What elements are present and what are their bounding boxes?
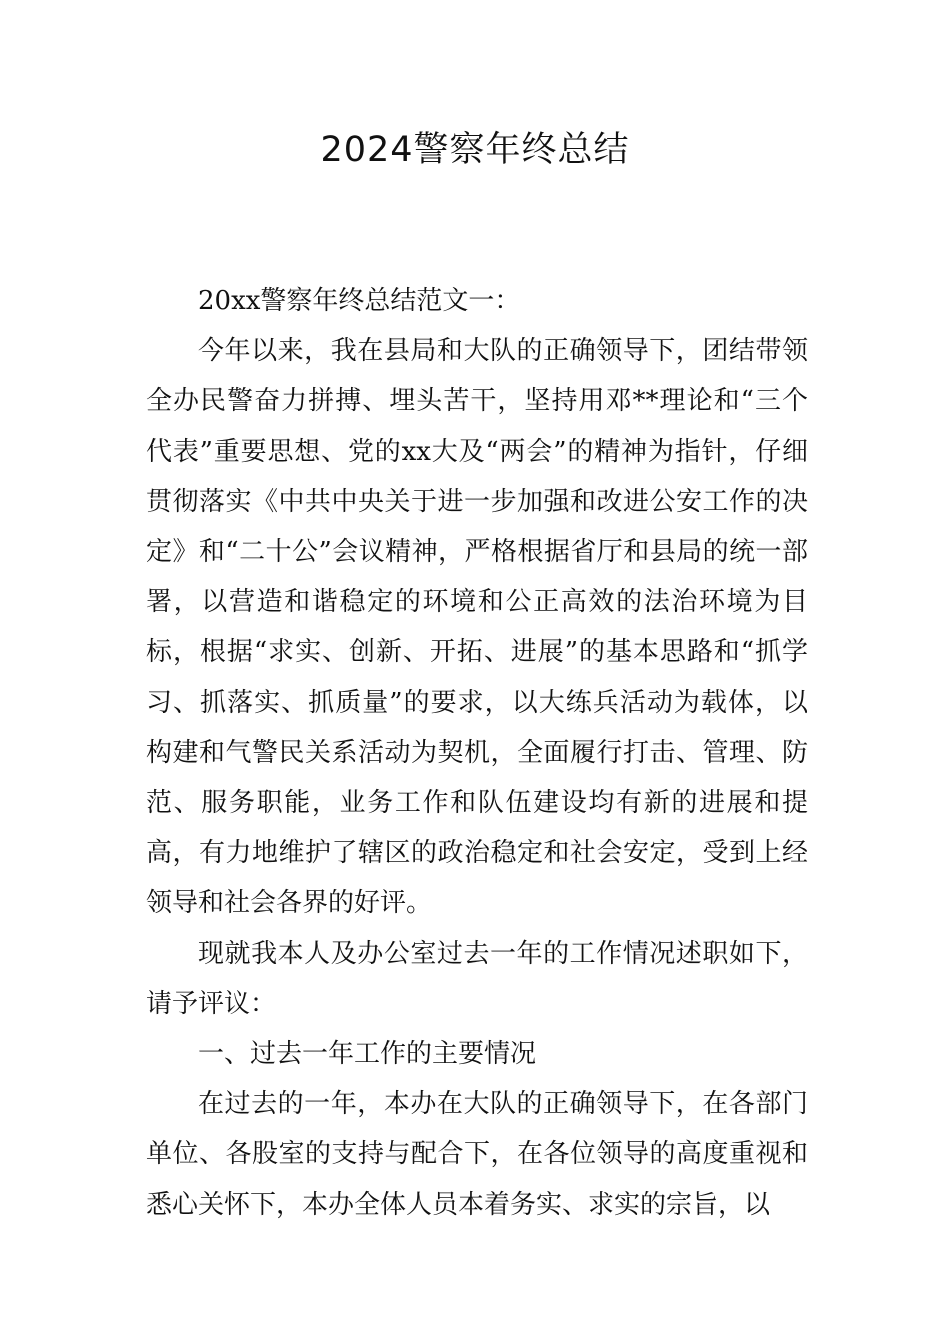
section-heading-one: 一、过去一年工作的主要情况	[198, 1039, 537, 1070]
paragraph-heading-sample: 20xx警察年终总结范文一：	[198, 286, 521, 316]
paragraph-section-one: 在过去的一年，本办在大队的正确领导下，在各部门单位、各股室的支持与配合下，在各位领导的高度重视和悉心关怀下，本办全体人员本着务实、求实的宗旨，以	[146, 1089, 808, 1220]
document-body	[146, 276, 808, 1230]
paragraph-report-statement: 现就我本人及办公室过去一年的工作情况述职如下，请予评议：	[146, 938, 808, 1019]
paragraph-intro: 今年以来，我在县局和大队的正确领导下，团结带领全办民警奋力拼搏、埋头苦干，坚持用邓**理论和“三个代表”重要思想、党的xx大及“两会”的精神为指针，仔细贯彻落实《中共中央关于进一步加强和改进公安工作的决定》和“二十公”会议精神，严格根据省厅和县局的统一部署，以营造和谐稳定的环境和公正高效的法治环境为目标，根据“求实、创新、开拓、进展”的基本思路和“抓学习、抓落实、抓质量”的要求，以大练兵活动为载体，以构建和气警民关系活动为契机，全面履行打击、管理、防范、服务职能，业务工作和队伍建设均有新的进展和提高，有力地维护了辖区的政治稳定和社会安定，受到上经领导和社会各界的好评。	[146, 336, 808, 919]
document-title: 2024警察年终总结	[320, 130, 630, 170]
